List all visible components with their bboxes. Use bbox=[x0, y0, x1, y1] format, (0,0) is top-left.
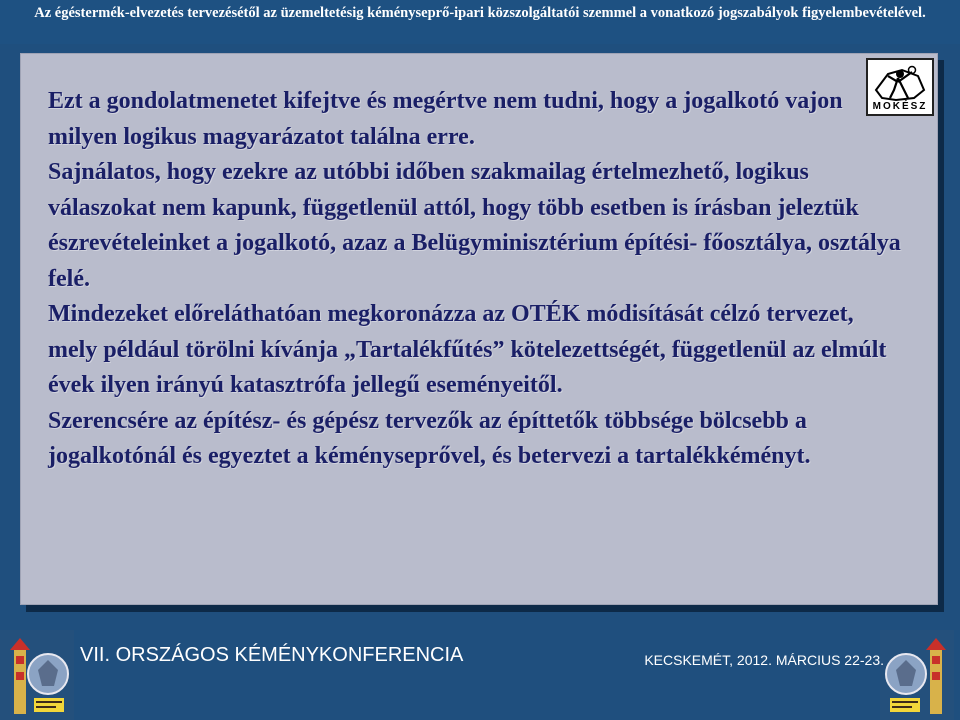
conference-location-date: KECSKEMÉT, 2012. MÁRCIUS 22-23. bbox=[644, 652, 884, 668]
header-banner bbox=[0, 0, 960, 44]
header-title: Az égéstermék-elvezetés tervezésétől az üzemeltetésig kéményseprő-ipari közszolgáltatói szemmel a vonatkozó jogszabályok figyelembevételével. bbox=[34, 5, 926, 21]
chimney-emblem-left-icon bbox=[0, 630, 74, 720]
chimney-emblem-right-icon bbox=[880, 630, 954, 720]
paragraph: Ezt a gondolatmenetet kifejtve és megértve nem tudni, hogy a jogalkotó vajon milyen logikus magyarázatot találna erre. bbox=[48, 88, 843, 150]
conference-title: VII. ORSZÁGOS KÉMÉNYKONFERENCIA bbox=[80, 644, 464, 666]
paragraph: Mindezeket előreláthatóan megkoronázza az OTÉK módisítását célzó tervezet, mely például törölni kívánja „Tartalékfűtés” kötelezettségét, függetlenül az elmúlt évek ilyen irányú katasztrófa jellegű eseményeitől. bbox=[48, 301, 887, 398]
paragraph: Szerencsére az építész- és gépész tervezők az építtetők többsége bölcsebb a jogalkotónál és egyeztet a kéményseprővel, és betervezi a tartalékkéményt. bbox=[48, 407, 811, 469]
logo-text: MOKÉSZ bbox=[872, 101, 928, 112]
main-text bbox=[48, 84, 908, 475]
paragraph: Sajnálatos, hogy ezekre az utóbbi időben szakmailag értelmezhető, logikus válaszokat nem kapunk, függetlenül attól, hogy több esetben is írásban jeleztük észrevételeinket a jogalkotó, azaz a Belügyminisztérium építési- főosztálya, osztálya felé. bbox=[48, 159, 901, 292]
